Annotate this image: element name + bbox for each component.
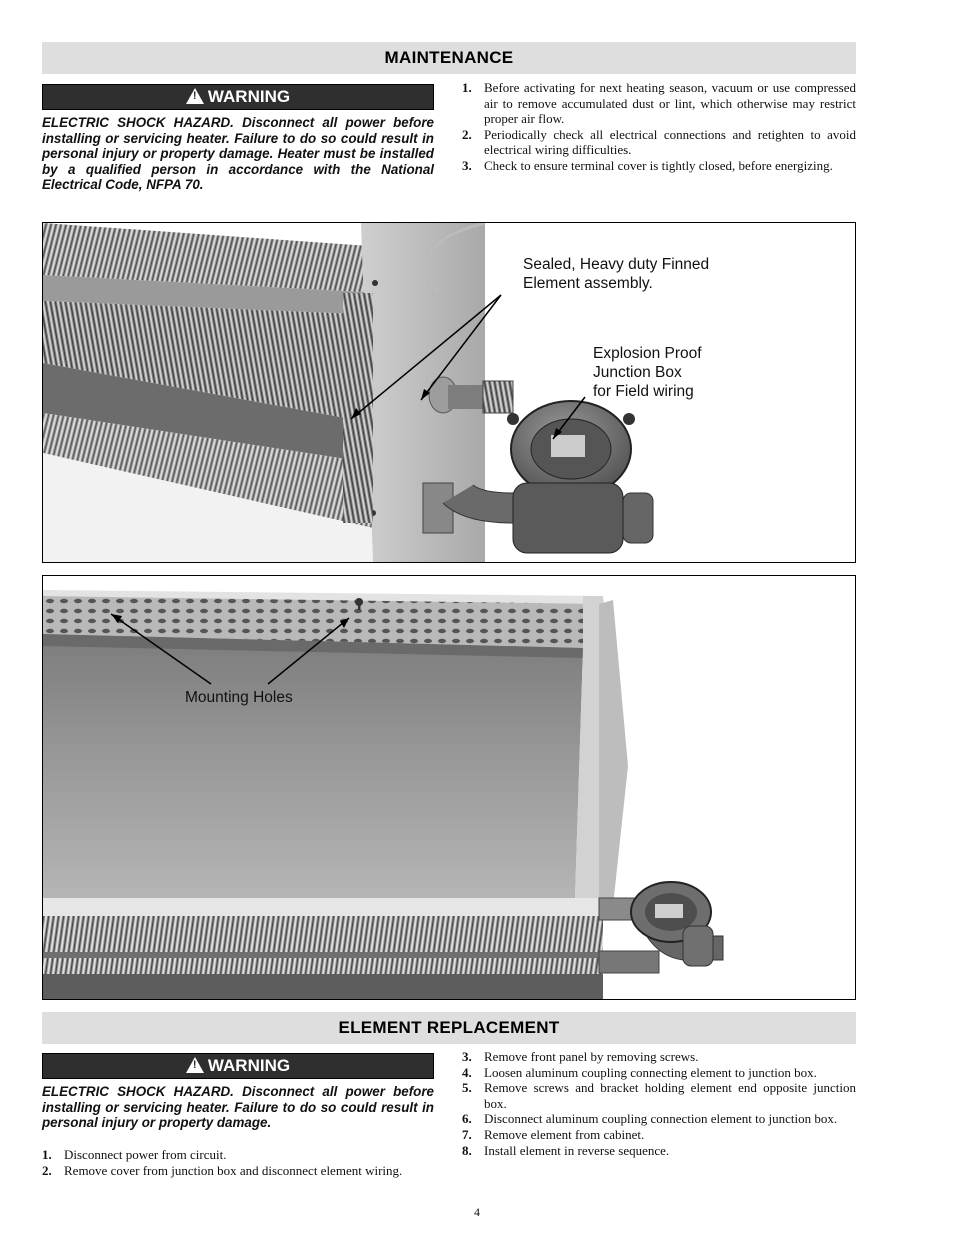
- step-text: Remove element from cabinet.: [484, 1126, 645, 1142]
- maintenance-heading: MAINTENANCE: [42, 42, 856, 74]
- step-item: [42, 1163, 434, 1179]
- replacement-steps-right: [462, 1049, 856, 1158]
- step-text: Remove screws and bracket holding element end opposite junction box.: [484, 1080, 856, 1111]
- step-text: Remove cover from junction box and disconnect element wiring.: [64, 1162, 403, 1178]
- maintenance-warning-badge: [42, 84, 434, 110]
- step-item: [462, 1065, 856, 1081]
- step-number: 6.: [462, 1111, 472, 1127]
- step-text: Disconnect aluminum coupling connection element to junction box.: [484, 1111, 838, 1127]
- maintenance-warning-text: ELECTRIC SHOCK HAZARD. Disconnect all power before installing or servicing heater. Failure to do so could result in personal injury or property damage. Heater must be installed by a qualified person in accordance with the National Electrical Code, NFPA 70.: [42, 115, 434, 193]
- step-number: 7.: [462, 1126, 472, 1142]
- step-text: Install element in reverse sequence.: [484, 1142, 670, 1158]
- warning-triangle-icon: [186, 88, 204, 104]
- warning-label: WARNING: [207, 1056, 291, 1075]
- step-item: [462, 1143, 856, 1159]
- warning-label: WARNING: [207, 87, 291, 106]
- step-item: [42, 1147, 434, 1163]
- maintenance-steps: [462, 80, 856, 174]
- step-number: 3.: [462, 1049, 472, 1064]
- element-replacement-heading: ELEMENT REPLACEMENT: [42, 1012, 856, 1044]
- step-text: Before activating for next heating season, vacuum or use compressed air to remove accumulated dust or lint, which otherwise may restrict proper air flow.: [484, 80, 856, 127]
- step-number: 1.: [42, 1147, 52, 1162]
- step-text: Periodically check all electrical connections and retighten to avoid electrical wiring difficulties.: [484, 126, 856, 158]
- step-item: [462, 80, 856, 127]
- replacement-warning-badge: [42, 1053, 434, 1079]
- step-text: Loosen aluminum coupling connecting element to junction box.: [484, 1064, 817, 1080]
- replacement-steps-left: [42, 1147, 434, 1178]
- step-number: 1.: [462, 80, 472, 95]
- step-item: [462, 1127, 856, 1143]
- step-text: Disconnect power from circuit.: [64, 1147, 227, 1162]
- step-item: [462, 127, 856, 158]
- step-number: 2.: [462, 126, 472, 142]
- step-text: Check to ensure terminal cover is tightly closed, before energizing.: [484, 157, 833, 173]
- heater-element-photo: [42, 222, 856, 563]
- step-item: [462, 1049, 856, 1065]
- step-text: Remove front panel by removing screws.: [484, 1049, 699, 1064]
- step-item: [462, 158, 856, 174]
- step-number: 3.: [462, 157, 472, 173]
- step-number: 2.: [42, 1162, 52, 1178]
- caption-finned-element: Sealed, Heavy duty Finned Element assembly.: [523, 256, 710, 292]
- step-number: 4.: [462, 1064, 472, 1080]
- step-number: 5.: [462, 1080, 472, 1096]
- caption-junction-box: Explosion Proof Junction Box for Field wiring: [593, 345, 702, 400]
- page-number: 4: [474, 1205, 480, 1219]
- step-item: [462, 1111, 856, 1127]
- replacement-warning-text: ELECTRIC SHOCK HAZARD. Disconnect all power before installing or servicing heater. Failure to do so could result in personal injury or property damage.: [42, 1084, 434, 1131]
- cabinet-interior-photo: [42, 575, 856, 1000]
- step-number: 8.: [462, 1142, 472, 1158]
- warning-triangle-icon: [186, 1057, 204, 1073]
- caption-mounting-holes: Mounting Holes: [185, 689, 293, 706]
- step-item: [462, 1080, 856, 1111]
